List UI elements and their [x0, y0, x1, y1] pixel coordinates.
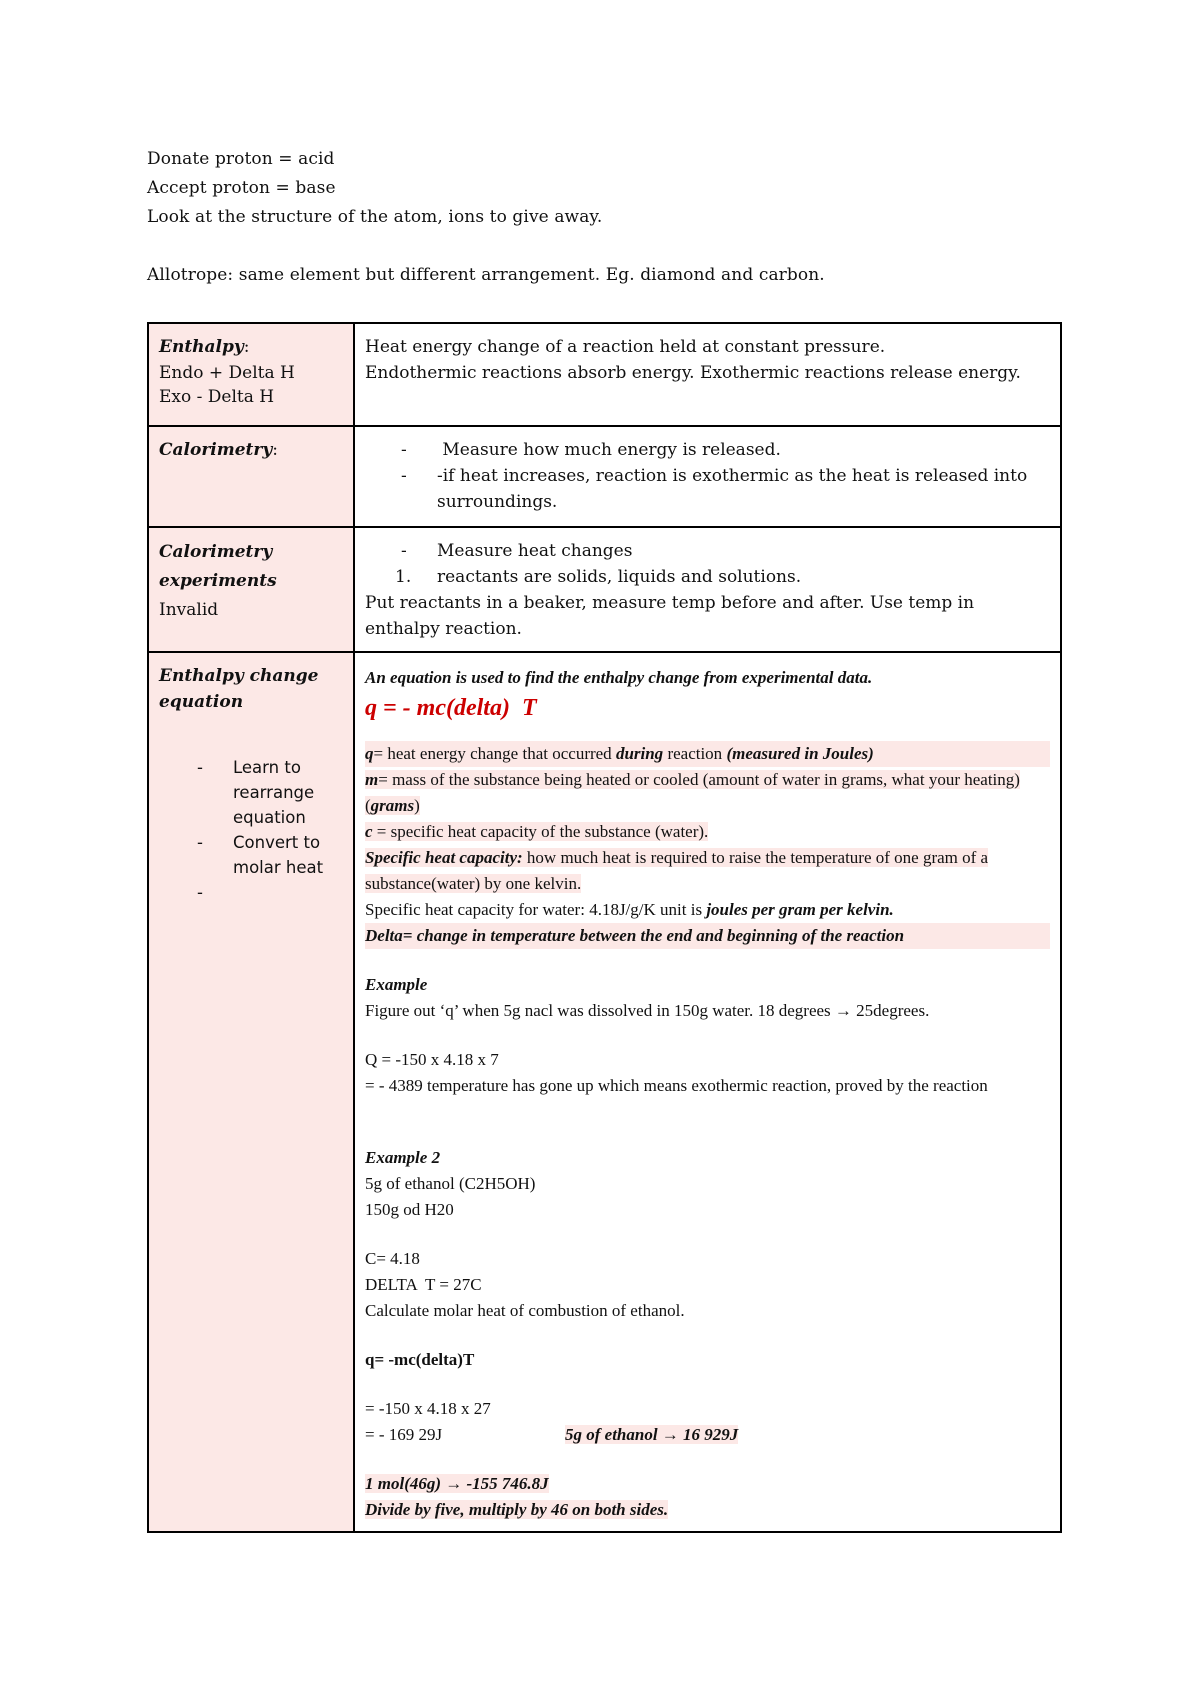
- example-2-divide-row: [365, 1497, 1050, 1523]
- m-definition: [365, 767, 1050, 819]
- intro-notes: [147, 145, 825, 290]
- q-during: during: [615, 744, 664, 763]
- c-text: = specific heat capacity of the substance (water).: [372, 822, 709, 841]
- equation-formula: q = - mc(delta) T: [365, 695, 537, 721]
- table-row-enthalpy: [148, 323, 1061, 426]
- enthalpy-def-2: Endothermic reactions absorb energy. Exothermic reactions release energy.: [365, 363, 1021, 383]
- shc-label: Specific heat capacity:: [365, 848, 523, 867]
- example-2-calc: = -150 x 4.18 x 27: [365, 1399, 491, 1418]
- shc-definition: [365, 845, 1050, 897]
- enthalpy-label-cell: [148, 323, 354, 426]
- table-row-calorimetry: [148, 426, 1061, 527]
- equation-label-cell: [148, 652, 354, 1532]
- example-2-task: Calculate molar heat of combustion of ethanol.: [365, 1301, 685, 1320]
- example-2-result-row: [365, 1422, 1050, 1448]
- enthalpy-definition-cell: [354, 323, 1061, 426]
- experiments-label-cell: [148, 527, 354, 652]
- shc-text: how much heat is required to raise the temperature of one gram of a substance(water) by one kelvin.: [365, 848, 989, 893]
- enthalpy-colon: :: [243, 337, 250, 357]
- intro-line-structure: Look at the structure of the atom, ions to give away.: [147, 207, 603, 227]
- example-2-formula: q= -mc(delta)T: [365, 1350, 475, 1369]
- enthalpy-label: Enthalpy: [159, 337, 244, 357]
- calorimetry-label-cell: [148, 426, 354, 527]
- intro-line-acid: Donate proton = acid: [147, 149, 335, 169]
- example-2-divide: Divide by five, multiply by 46 on both sides.: [365, 1500, 669, 1519]
- example-2-line-2: 150g od H20: [365, 1200, 454, 1219]
- q-definition: [365, 741, 1050, 767]
- equation-label-b: equation: [159, 692, 244, 712]
- m-key: m: [365, 770, 379, 789]
- experiments-content-cell: [354, 527, 1061, 652]
- delta-definition: Delta= change in temperature between the end and beginning of the reaction: [365, 923, 1050, 949]
- list-item: - Learn to rearrange equation: [159, 755, 343, 830]
- example-2-result: = - 169 29J: [365, 1425, 443, 1444]
- example-1-calc: Q = -150 x 4.18 x 7: [365, 1050, 499, 1069]
- example-2-mol: 1 mol(46g) → -155 746.8J: [365, 1474, 549, 1493]
- calorimetry-list: [365, 437, 1050, 515]
- shc-water-text: Specific heat capacity for water: 4.18J/g/K unit is: [365, 900, 707, 919]
- example-2-delta-t: DELTA T = 27C: [365, 1275, 482, 1294]
- example-2-c: C= 4.18: [365, 1249, 420, 1268]
- calorimetry-colon: :: [272, 440, 278, 460]
- experiments-paragraph: Put reactants in a beaker, measure temp before and after. Use temp in enthalpy reaction.: [365, 593, 975, 639]
- calorimetry-label: Calorimetry: [159, 440, 273, 460]
- q-units: (measured in Joules): [726, 744, 874, 763]
- enthalpy-endo: Endo + Delta H: [159, 363, 295, 383]
- example-1-result: = - 4389 temperature has gone up which means exothermic reaction, proved by the reaction: [365, 1076, 988, 1095]
- equation-side-list: [159, 755, 343, 905]
- intro-line-base: Accept proton = base: [147, 178, 336, 198]
- experiments-label-a: Calorimetry: [159, 542, 273, 562]
- example-2-mol-row: [365, 1471, 1050, 1497]
- shc-unit: joules per gram per kelvin.: [706, 900, 894, 919]
- experiments-dash-list: [365, 538, 1050, 564]
- equation-label-a: Enthalpy change: [159, 666, 319, 686]
- c-key: c: [365, 822, 373, 841]
- example-2-title: Example 2: [365, 1148, 441, 1167]
- example-1-title: Example: [365, 975, 428, 994]
- example-2-line-1: 5g of ethanol (C2H5OH): [365, 1174, 536, 1193]
- experiments-invalid: Invalid: [159, 600, 219, 620]
- q-text-b: reaction: [663, 744, 727, 763]
- shc-water: [365, 897, 1050, 923]
- q-key: q: [365, 744, 374, 763]
- list-item: [159, 880, 343, 905]
- enthalpy-def-1: Heat energy change of a reaction held at constant pressure.: [365, 337, 886, 357]
- list-item: - Measure heat changes: [365, 538, 1050, 564]
- m-grams: grams: [370, 796, 415, 815]
- intro-gap: [147, 232, 825, 261]
- m-close: ): [414, 796, 420, 815]
- list-item: - Measure how much energy is released.: [365, 437, 1050, 463]
- enthalpy-exo: Exo - Delta H: [159, 387, 275, 407]
- equation-content-cell: [354, 652, 1061, 1532]
- table-row-equation: [148, 652, 1061, 1532]
- intro-line-allotrope: Allotrope: same element but different arrangement. Eg. diamond and carbon.: [147, 265, 825, 285]
- c-definition: [365, 819, 1050, 845]
- table-row-experiments: [148, 527, 1061, 652]
- list-item: 1. reactants are solids, liquids and solutions.: [365, 564, 1050, 590]
- list-item: - -if heat increases, reaction is exothermic as the heat is released into surroundings.: [365, 463, 1050, 515]
- experiments-label-b: experiments: [159, 571, 277, 591]
- example-1-prompt: Figure out ‘q’ when 5g nacl was dissolved in 150g water. 18 degrees → 25degrees.: [365, 1001, 930, 1020]
- m-text: = mass of the substance being heated or cooled (amount of water in grams, what your heating) (: [365, 770, 1020, 815]
- experiments-numbered-list: [365, 564, 1050, 590]
- notes-table: [147, 322, 1062, 1533]
- equation-intro: An equation is used to find the enthalpy change from experimental data.: [365, 668, 873, 687]
- example-2-side-note: 5g of ethanol → 16 929J: [565, 1425, 739, 1444]
- calorimetry-content-cell: [354, 426, 1061, 527]
- q-text-a: = heat energy change that occurred: [373, 744, 616, 763]
- list-item: - Convert to molar heat: [159, 830, 343, 880]
